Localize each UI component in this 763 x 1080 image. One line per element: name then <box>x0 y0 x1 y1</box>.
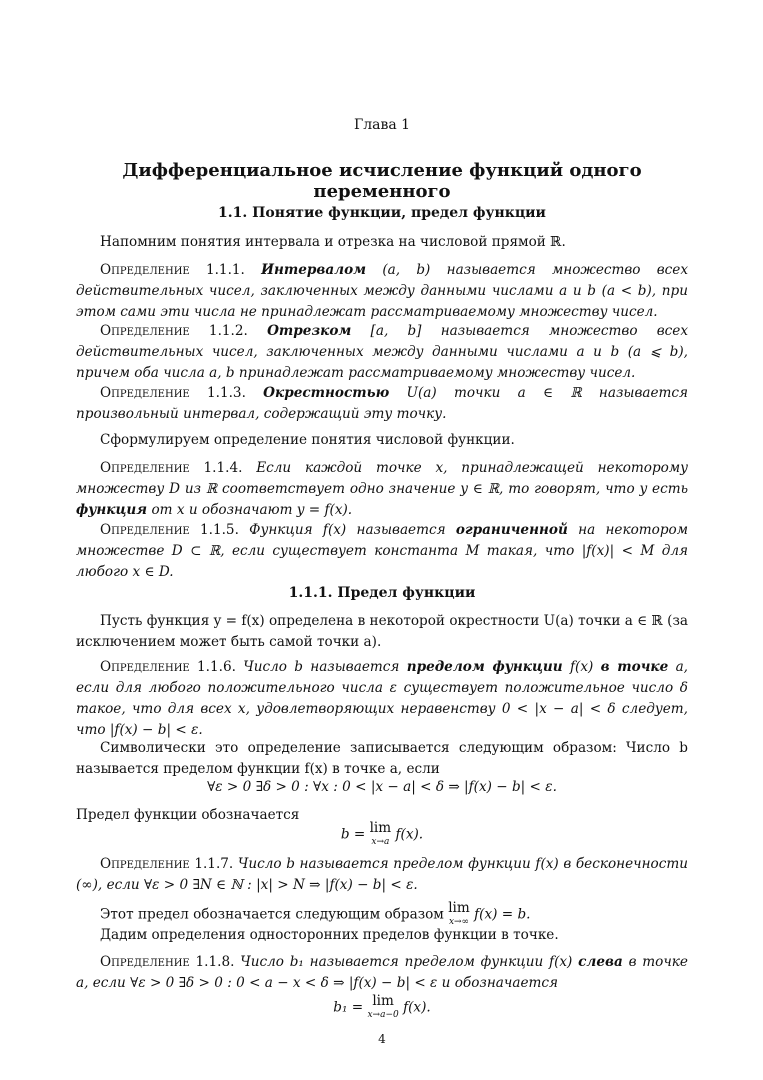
definition-term: слева <box>578 954 623 970</box>
lim-subscript: x→∞ <box>448 917 470 927</box>
definition-text: (a, b) называется множество всех действительных чисел, заключенных между данными числами a и b (a < b), при этом сами эти числа не принадлежат рассматриваемому множеству чисел. <box>76 262 688 320</box>
lim-word: lim <box>369 820 392 836</box>
definition-term: функция <box>76 502 148 518</box>
definition-label: Определение 1.1.6. <box>100 659 236 675</box>
formula-rhs: f(x). <box>395 826 424 843</box>
formula-limit-notation <box>76 822 688 848</box>
definition-term: ограниченной <box>455 522 568 538</box>
definition-1-1-3 <box>76 383 688 425</box>
definition-text: Число b называется пределом функции f(x) в бесконечности (∞), если ∀ε > 0 ∃N ∈ ℕ : |x| > N ⇒ |f(x) − b| < ε. <box>76 856 688 893</box>
definition-1-1-5 <box>76 520 688 583</box>
function-intro-paragraph: Сформулируем определение понятия числовой функции. <box>100 432 515 448</box>
definition-term: Отрезком <box>267 323 352 339</box>
symbolic-paragraph: Символически это определение записывается следующим образом: Число b называется пределом функции f(x) в точке a, если <box>76 740 688 777</box>
limit-intro-paragraph: Пусть функция y = f(x) определена в некоторой окрестности U(a) точки a ∈ ℝ (за исключением может быть самой точки a). <box>76 613 688 650</box>
definition-text: Число b₁ называется пределом функции f(x) <box>240 954 573 970</box>
lim-subscript: x→a−0 <box>367 1010 399 1020</box>
definition-1-1-2 <box>76 321 688 384</box>
lim-word: lim <box>448 900 470 916</box>
formula-limit-definition: ∀ε > 0 ∃δ > 0 : ∀x : 0 < |x − a| < δ ⇒ |f(x) − b| < ε. <box>207 779 557 795</box>
definition-1-1-8 <box>76 952 688 994</box>
formula-lhs: b = <box>340 826 370 843</box>
formula-left-limit <box>76 995 688 1021</box>
definition-1-1-4 <box>76 458 688 521</box>
definition-text: Если каждой точке x, принадлежащей некоторому множеству D из ℝ соответствует одно значение y ∈ ℝ, то говорят, что y есть <box>76 460 688 497</box>
definition-1-1-7 <box>76 854 688 896</box>
definition-label: Определение 1.1.1. <box>100 262 245 278</box>
definition-term: в точке <box>600 659 669 675</box>
definition-text: на некотором множестве D ⊂ ℝ, если существует константа M такая, что |f(x)| < M для любого x ∈ D. <box>76 522 688 580</box>
intro-paragraph: Напомним понятия интервала и отрезка на числовой прямой ℝ. <box>100 234 566 250</box>
formula-rhs: f(x). <box>403 999 431 1016</box>
onesided-paragraph: Дадим определения односторонних пределов функции в точке. <box>100 927 559 943</box>
definition-1-1-1 <box>76 260 688 323</box>
definition-text: Число b называется <box>243 659 400 675</box>
definition-term: Окрестностью <box>263 385 390 401</box>
chapter-heading: Глава 1 <box>353 117 411 133</box>
section-heading: 1.1. Понятие функции, предел функции <box>218 205 546 221</box>
definition-text: f(x) <box>569 659 594 675</box>
lim-word: lim <box>372 993 394 1009</box>
definition-text: в точке a, если ∀ε > 0 ∃δ > 0 : 0 < a − x < δ ⇒ |f(x) − b| < ε и обозначается <box>76 954 688 991</box>
subsection-heading: 1.1.1. Предел функции <box>288 585 476 601</box>
definition-text: a, если для любого положительного числа ε существует положительное число δ такое, что для всех x, удовлетворяющих неравенству 0 < |x − a| < δ следует, что |f(x) − b| < ε. <box>76 659 689 738</box>
page <box>76 0 688 1080</box>
page-number: 4 <box>378 1032 386 1046</box>
definition-term: Интервалом <box>261 262 367 278</box>
definition-label: Определение 1.1.5. <box>100 522 239 538</box>
formula-lhs: b₁ = <box>333 999 368 1016</box>
lim-operator <box>370 822 392 848</box>
definition-label: Определение 1.1.4. <box>100 460 243 476</box>
lim-subscript: x→a <box>371 837 390 847</box>
lim-operator <box>367 995 398 1021</box>
definition-text: [a, b] называется множество всех действительных чисел, заключенных между данными числами a и b (a ⩽ b), причем оба числа a, b принадлежат рассматриваемому множеству чисел. <box>76 323 688 381</box>
paragraph-text: Этот предел обозначается следующим образом <box>100 906 444 923</box>
definition-label: Определение 1.1.7. <box>100 856 234 872</box>
denote-paragraph: Предел функции обозначается <box>76 807 300 823</box>
chapter-title: Дифференциальное исчисление функций одного переменного <box>122 160 642 202</box>
definition-label: Определение 1.1.3. <box>100 385 246 401</box>
definition-term: пределом функции <box>406 659 563 675</box>
definition-text: U(a) точки a ∈ ℝ называется произвольный интервал, содержащий эту точку. <box>76 385 689 422</box>
definition-label: Определение 1.1.8. <box>100 954 235 970</box>
definition-text: Функция f(x) называется <box>249 522 446 538</box>
definition-label: Определение 1.1.2. <box>100 323 248 339</box>
definition-1-1-6 <box>76 657 688 741</box>
paragraph-formula: f(x) = b. <box>474 906 531 923</box>
definition-text: от x и обозначают y = f(x). <box>151 502 353 518</box>
